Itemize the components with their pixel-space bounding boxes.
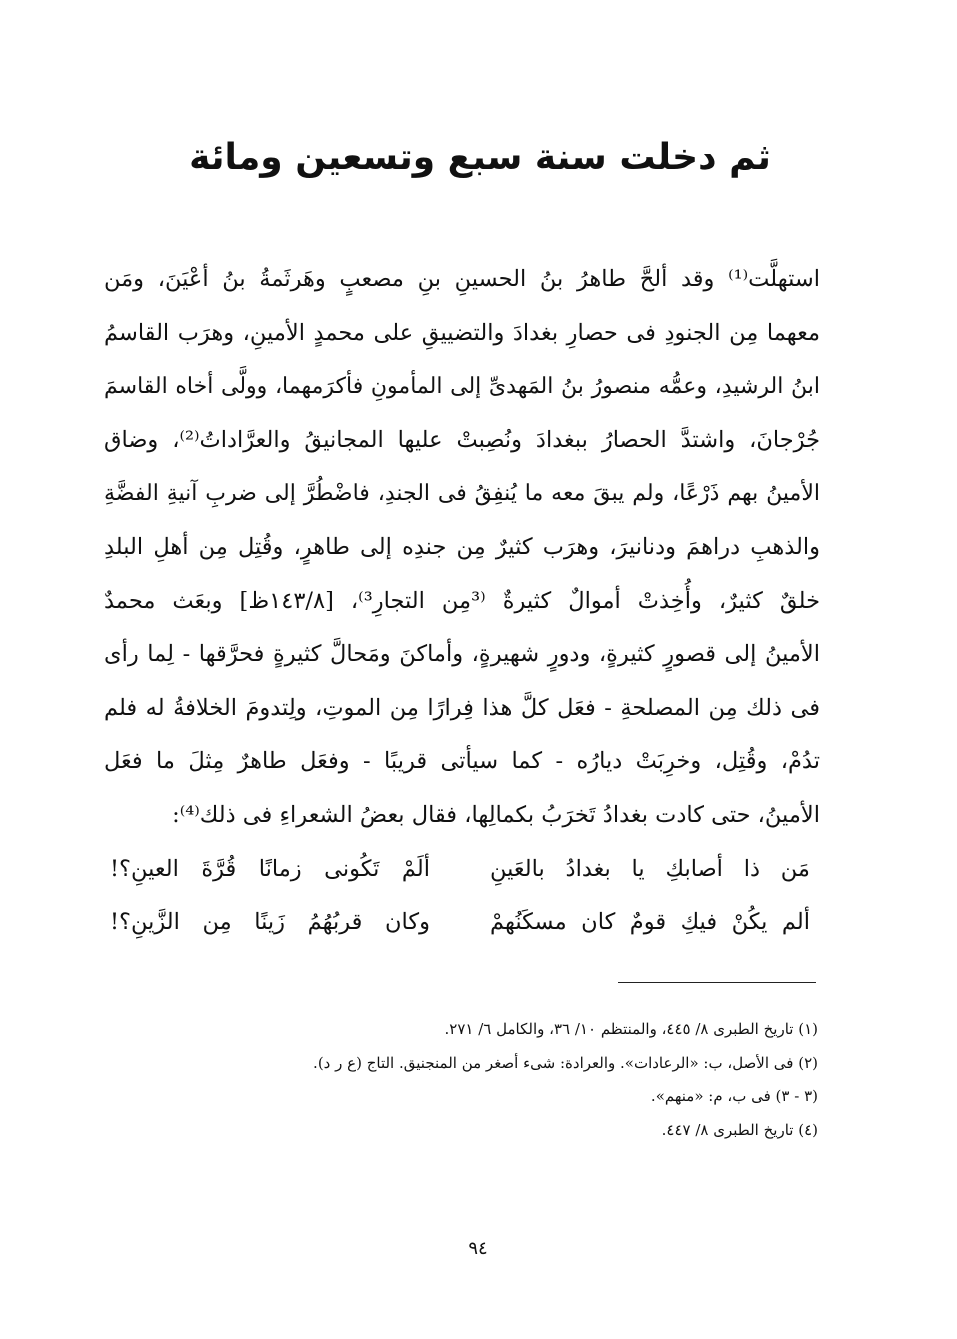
page-number: ٩٤: [468, 1238, 488, 1259]
text-line: الأمينُ، حتى كادت بغدادُ تَخرَبُ بكمالِها، فقال بعضُ الشعراءِ فى ذلك⁽⁴⁾:: [172, 801, 820, 828]
verse-line: [110, 896, 810, 949]
chapter-title: ثم دخلت سنة سبع وتسعين ومائة: [189, 137, 771, 178]
text-line: فى ذلك مِن المصلحةِ - فعَل كلَّ هذا فِرارًا مِن الموتِ، ولِتدومَ الخلافةُ له فلم: [104, 694, 820, 721]
text-line: والذهبِ دراهمَ ودنانيرَ، وهرَب كثيرٌ مِن جندِه إلى طاهرٍ، وقُتِل مِن أهلِ البلدِ: [104, 533, 820, 560]
text-line: ابنُ الرشيدِ، وعمُّه منصورُ بنُ المَهدىِّ إلى المأمونِ فأكرَمهما، وولَّى أخاه القاسمَ: [104, 374, 820, 400]
verse-first-hemistich: ألم يكُنْ فيكِ قومٌ كان مسكَنُهمْ: [490, 909, 810, 935]
main-text: [104, 253, 820, 843]
footnote: (٣ - ٣) فى ب، م: «منهم».: [650, 1087, 818, 1105]
footnote: (٤) تاريخ الطبرى ٨/ ٤٤٧.: [661, 1120, 818, 1139]
text-line: جُرْجانَ، واشتدَّ الحصارُ ببغدادَ ونُصِبتْ عليها المجانيقُ والعرَّاداتُ⁽²⁾، وضاق: [104, 426, 820, 453]
text-line: الأمينُ إلى قصورٍ كثيرةٍ، ودورٍ شهيرةٍ، وأماكنَ ومَحالَّ كثيرةٍ فحرَّقها - لِما رأى: [104, 641, 820, 668]
poem: [110, 843, 810, 949]
text-line: تدُمْ، وقُتِل، وخرِبَتْ ديارُه - كما سيأتى قريبًا - وفعَل طاهرٌ مِثلَ ما فعَل: [104, 748, 820, 775]
text-line: استهلَّت⁽¹⁾ وقد ألحَّ طاهرُ بنُ الحسينِ بنِ مصعبٍ وهَرثَمةُ بنُ أعْيَنَ، ومَن: [104, 266, 820, 292]
text-line: الأمينُ بهم ذَرْعًا، ولم يبقَ معه ما يُنفِقُ فى الجندِ، فاضْطُرَّ إلى ضربِ آنيةِ الفضَّةِ: [104, 481, 820, 507]
verse-second-hemistich: ألَمْ تَكُونى زمانًا قُرَّةَ العينِ؟!: [110, 856, 430, 882]
text-line: خلقٌ كثيرٌ، وأُخِذتْ أموالٌ كثيرةٌ ⁽³مِن التجارِ³⁾، [١٤٣/٨ظ] وبعَث محمدٌ: [104, 587, 820, 614]
footnote-divider: [618, 982, 816, 983]
footnotes: [150, 1013, 818, 1147]
footnote: (١) تاريخ الطبرى ٨/ ٤٤٥، والمنتظم ١٠/ ٣٦، والكامل ٦/ ٢٧١.: [444, 1020, 818, 1038]
verse-line: [110, 843, 810, 896]
footnote: (٢) فى الأصل، ب: «الرعادات». والعرادة: شىء أصغر من المنجنيق. التاج (ع ر د).: [313, 1053, 818, 1072]
verse-first-hemistich: مَن ذا أصابكِ يا بغدادُ بالعَينِ: [490, 856, 810, 882]
verse-second-hemistich: وكان قربُهُمُ زَينًا مِن الزَّينِ؟!: [110, 909, 430, 935]
text-line: معهما مِن الجنودِ فى حصارِ بغدادَ والتضييقِ على محمدٍ الأمينِ، وهرَب القاسمُ: [104, 319, 820, 346]
